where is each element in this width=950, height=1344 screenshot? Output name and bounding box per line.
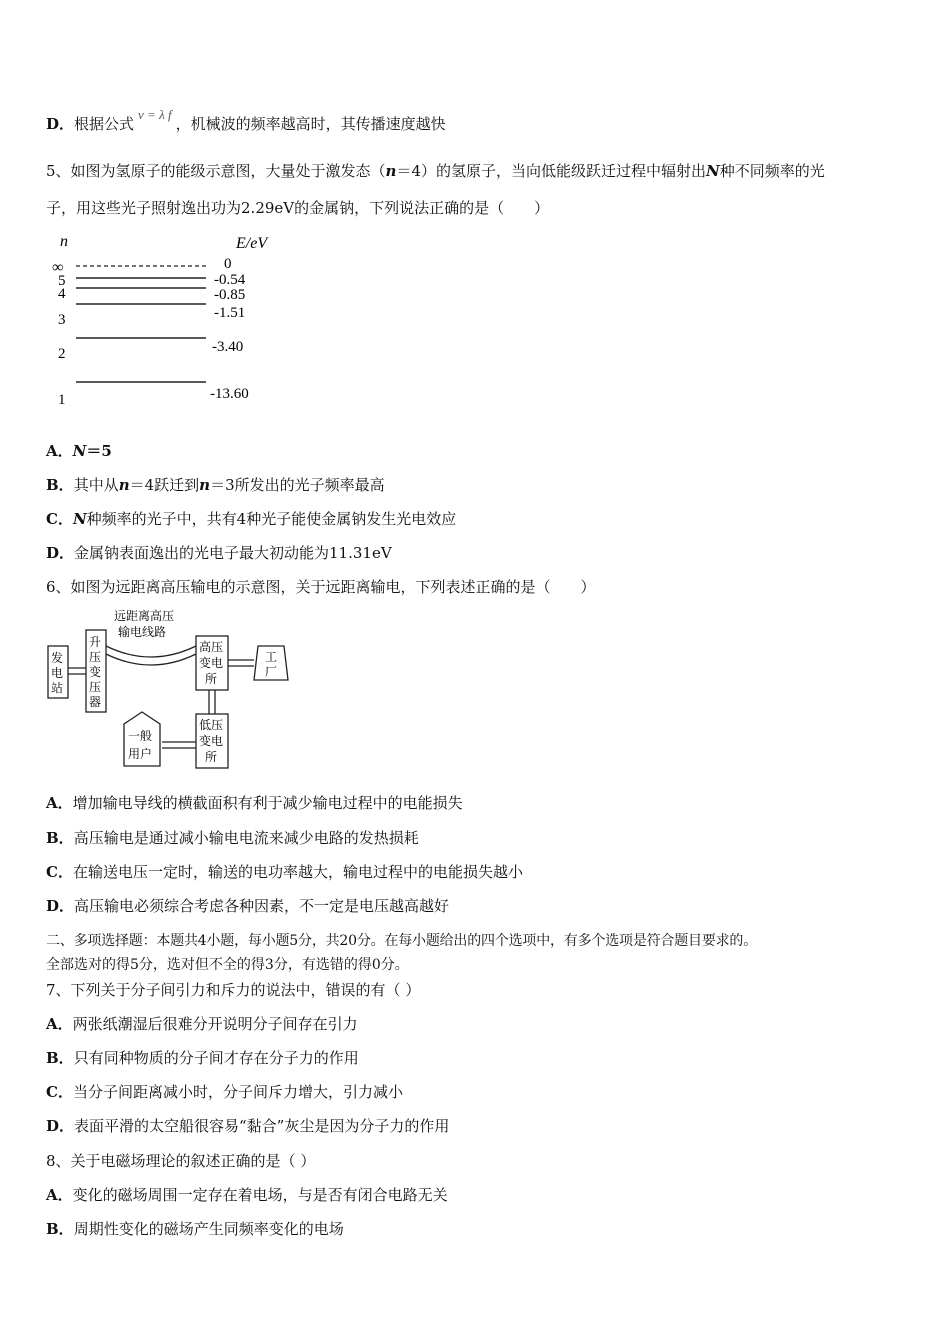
station-char: 电	[51, 666, 64, 680]
level-n-label: 2	[58, 346, 66, 362]
var-N: N	[706, 162, 720, 180]
var-N: N	[72, 442, 87, 460]
option-label: A．	[46, 442, 73, 460]
var-n: n	[199, 476, 211, 494]
option-text: 种频率的光子中，共有4种光子能使金属钠发生光电效应	[86, 510, 457, 528]
q8-option-a	[46, 1185, 448, 1205]
option-text: ，机械波的频率越高时，其传播速度越快	[175, 115, 446, 133]
option-text: 增加输电导线的横截面积有利于减少输电过程中的电能损失	[72, 794, 463, 812]
option-text: ＝3所发出的光子频率最高	[210, 476, 385, 494]
transmission-line	[106, 654, 196, 665]
q5-option-a	[46, 441, 112, 461]
var-n: n	[385, 162, 397, 180]
option-text: 在输送电压一定时，输送的电功率越大，输电过程中的电能损失越小	[72, 863, 523, 881]
step-up-char: 压	[89, 650, 102, 664]
energy-level-diagram	[46, 226, 306, 416]
level-e-label: 0	[224, 256, 232, 272]
q8-option-b	[46, 1219, 344, 1239]
e-axis-label: E/eV	[236, 235, 268, 252]
q7-option-c	[46, 1082, 403, 1102]
q7-option-d	[46, 1116, 449, 1136]
option-text: 周期性变化的磁场产生同频率变化的电场	[73, 1220, 344, 1238]
level-n-label: 3	[58, 312, 66, 328]
section2-heading-line2: 全部选对的得5分，选对但不全的得3分，有选错的得0分。	[46, 957, 409, 973]
option-label: A．	[46, 1015, 73, 1033]
stem-text: ＝4）的氢原子，当向低能级跃迁过程中辐射出	[396, 162, 706, 180]
q5-option-c	[46, 509, 456, 529]
q5-option-d	[46, 543, 392, 563]
option-label: A．	[46, 794, 73, 812]
hv-substation-text: 所	[205, 672, 218, 686]
option-label: C．	[46, 1083, 73, 1101]
option-label: A．	[46, 1186, 73, 1204]
option-label: D．	[46, 1117, 75, 1135]
option-label: D．	[46, 544, 75, 562]
option-label: B．	[46, 829, 74, 847]
option-label: B．	[46, 476, 74, 494]
var-n: n	[118, 476, 130, 494]
option-label: C．	[46, 863, 73, 881]
option-text: 金属钠表面逸出的光电子最大初动能为11.31eV	[74, 544, 392, 562]
option-text: ＝5	[86, 442, 112, 460]
q5-stem-line1	[46, 161, 825, 181]
option-text: 变化的磁场周围一定存在着电场，与是否有闭合电路无关	[72, 1186, 448, 1204]
n-axis-label: n	[60, 233, 68, 250]
level-e-label: -3.40	[212, 339, 244, 355]
q6-option-c	[46, 862, 523, 882]
section2-heading-line1: 二、多项选择题：本题共4小题，每小题5分，共20分。在每小题给出的四个选项中，有多个选项是符合题目要求的。	[46, 933, 758, 949]
level-e-label: -0.54	[214, 272, 246, 288]
level-n-label: 5	[58, 273, 66, 289]
station-char: 发	[51, 651, 64, 665]
option-text: 根据公式	[74, 115, 135, 133]
option-text: 只有同种物质的分子间才存在分子力的作用	[73, 1049, 359, 1067]
option-text: 两张纸潮湿后很难分开说明分子间存在引力	[72, 1015, 358, 1033]
lv-substation-text: 低压	[199, 718, 224, 732]
option-text: 高压输电是通过减小输电电流来减少电路的发热损耗	[73, 829, 419, 847]
option-label: D．	[46, 115, 75, 133]
option-text: ＝4跃迁到	[129, 476, 200, 494]
user-text: 用户	[128, 747, 153, 761]
option-label: B．	[46, 1220, 74, 1238]
option-text: 表面平滑的太空船很容易“黏合”灰尘是因为分子力的作用	[74, 1117, 450, 1135]
q7-option-a	[46, 1014, 358, 1034]
q6-option-d	[46, 896, 449, 916]
option-text: 高压输电必须综合考虑各种因素，不一定是电压越高越好	[74, 897, 450, 915]
line-label: 输电线路	[118, 625, 167, 639]
q6-option-a	[46, 793, 463, 813]
option-text: 其中从	[73, 476, 119, 494]
level-e-label: -13.60	[210, 386, 249, 402]
user-text: 一般	[128, 729, 153, 743]
q6-stem: 6、如图为远距离高压输电的示意图，关于远距离输电，下列表述正确的是（ ）	[46, 578, 596, 596]
hv-substation-text: 高压	[199, 640, 224, 654]
line-label: 远距离高压	[114, 609, 175, 623]
q7-stem: 7、下列关于分子间引力和斥力的说法中，错误的有（ ）	[46, 981, 421, 999]
option-label: D．	[46, 897, 75, 915]
power-transmission-diagram	[46, 606, 296, 772]
factory-char: 工	[265, 650, 278, 664]
lv-substation-text: 变电	[199, 734, 224, 748]
step-up-char: 器	[89, 695, 102, 709]
step-up-char: 升	[89, 635, 102, 649]
step-up-char: 压	[89, 680, 102, 694]
q5-option-b	[46, 475, 385, 495]
level-e-label: -1.51	[214, 305, 246, 321]
step-up-char: 变	[89, 665, 102, 679]
level-n-label: ∞	[52, 259, 64, 276]
q7-option-b	[46, 1048, 359, 1068]
formula-v-lambda-f: v = λ f	[138, 107, 172, 122]
q4-option-d	[46, 107, 446, 135]
q8-stem: 8、关于电磁场理论的叙述正确的是（ ）	[46, 1152, 316, 1170]
factory-char: 厂	[265, 665, 278, 679]
option-label: C．	[46, 510, 73, 528]
transmission-line	[106, 646, 196, 657]
level-e-label: -0.85	[214, 287, 246, 303]
stem-text: 种不同频率的光	[719, 162, 825, 180]
level-n-label: 1	[58, 392, 66, 408]
option-text: 当分子间距离减小时，分子间斥力增大，引力减小	[72, 1083, 403, 1101]
level-n-label: 4	[58, 286, 66, 302]
var-N: N	[72, 510, 87, 528]
option-label: B．	[46, 1049, 74, 1067]
station-char: 站	[51, 681, 64, 695]
stem-text: 5、如图为氢原子的能级示意图，大量处于激发态（	[46, 162, 386, 180]
q6-option-b	[46, 828, 419, 848]
hv-substation-text: 变电	[199, 656, 224, 670]
lv-substation-text: 所	[205, 750, 218, 764]
q5-stem-line2: 子，用这些光子照射逸出功为2.29eV的金属钠，下列说法正确的是（ ）	[46, 199, 550, 217]
